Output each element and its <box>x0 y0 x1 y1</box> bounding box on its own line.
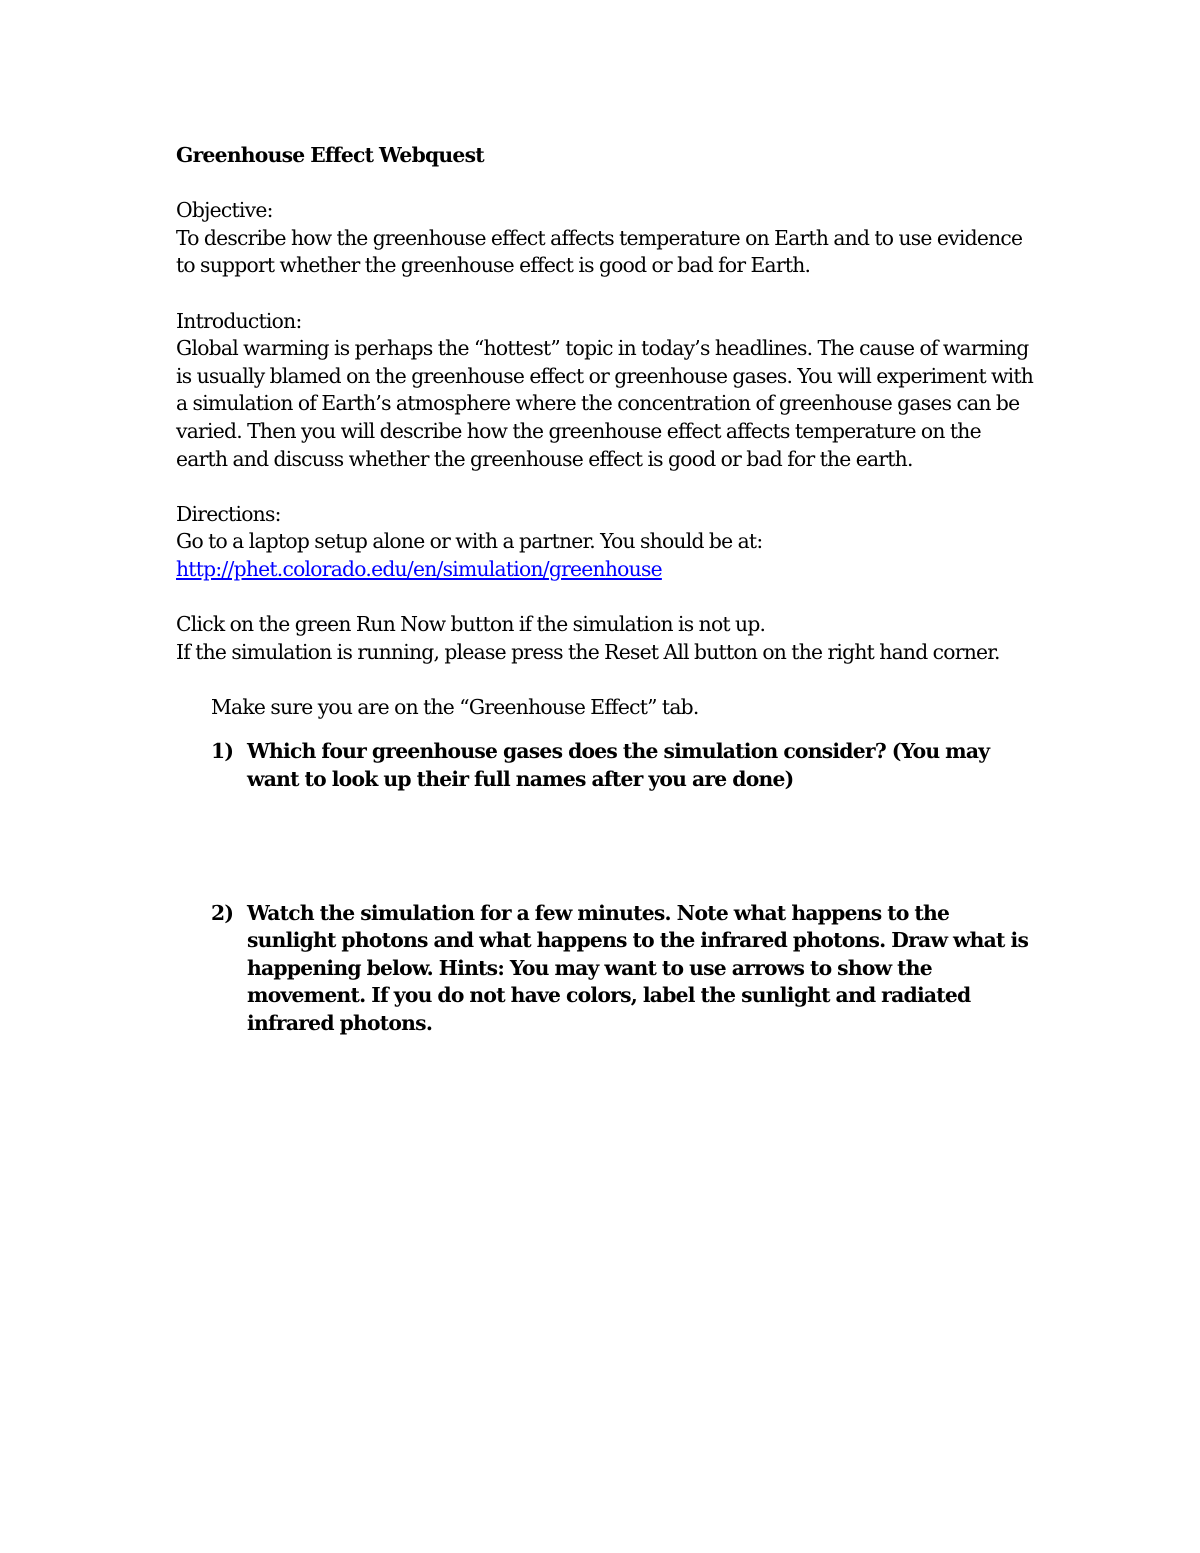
tab-note: Make sure you are on the “Greenhouse Effect” tab. <box>211 694 699 719</box>
question-2 <box>211 900 1036 1038</box>
question-text: Watch the simulation for a few minutes. Note what happens to the sunlight photons and what happens to the infrared photons. Draw what is happening below. Hints: You may want to use arrows to show the movement. If you do not have colors, label the sunlight and radiated infrared photons. <box>247 900 1029 1036</box>
question-text: Which four greenhouse gases does the simulation consider? (You may want to look up their full names after you are done) <box>247 739 990 792</box>
directions-line-2: Click on the green Run Now button if the simulation is not up. <box>176 612 766 637</box>
introduction-text: Global warming is perhaps the “hottest” topic in today’s headlines. The cause of warming is usually blamed on the greenhouse effect or greenhouse gases. You will experiment with a simulation of Earth’s atmosphere where the concentration of greenhouse gases can be varied. Then you will describe how the greenhouse effect affects temperature on the earth and discuss whether the greenhouse effect is good or bad for the earth. <box>176 336 1034 471</box>
directions-heading: Directions: <box>176 501 281 526</box>
question-number: 1) <box>211 739 234 764</box>
introduction-heading: Introduction: <box>176 308 302 333</box>
question-1 <box>211 738 1036 793</box>
directions-section <box>176 501 1036 584</box>
directions-line-1: Go to a laptop setup alone or with a partner. You should be at: <box>176 529 763 554</box>
objective-heading: Objective: <box>176 198 273 223</box>
objective-text: To describe how the greenhouse effect affects temperature on Earth and to use evidence to support whether the greenhouse effect is good or bad for Earth. <box>176 225 1023 278</box>
document-title: Greenhouse Effect Webquest <box>176 143 484 167</box>
instructions-section <box>176 611 1036 666</box>
objective-section <box>176 197 1036 280</box>
question-number: 2) <box>211 900 234 925</box>
document-page <box>176 142 1036 1038</box>
directions-line-3: If the simulation is running, please press the Reset All button on the right hand corner. <box>176 639 1000 664</box>
introduction-section <box>176 308 1036 474</box>
simulation-link[interactable]: http://phet.colorado.edu/en/simulation/greenhouse <box>176 556 662 581</box>
